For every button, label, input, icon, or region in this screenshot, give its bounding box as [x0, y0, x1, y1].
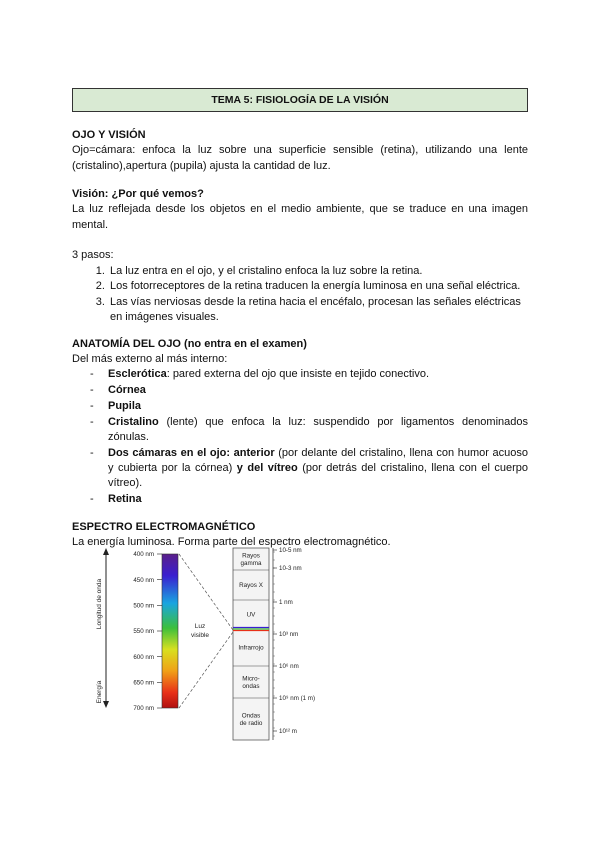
- list-item-retina: - Retina: [90, 492, 528, 507]
- visible-tick-label: 650 nm: [133, 679, 154, 687]
- connector-line-top: [179, 554, 233, 630]
- anatomia-intro: Del más externo al más interno:: [72, 352, 228, 365]
- anatomia-list: [72, 367, 528, 507]
- section-pasos: [72, 248, 528, 326]
- visible-tick-label: 450 nm: [133, 576, 154, 584]
- em-band-label: Micro-: [242, 675, 260, 683]
- axis-arrow-head-bottom: [103, 701, 109, 708]
- steps-label: 3 pasos:: [72, 249, 114, 261]
- em-scale-label: 10³ nm: [279, 631, 299, 639]
- em-band-label: Infrarrojo: [238, 644, 264, 652]
- em-band-label: Ondas: [241, 712, 261, 720]
- list-item-cristalino: - Cristalino (lente) que enfoca la luz: suspendido por ligamentos denominados zónulas.: [90, 415, 528, 445]
- list-item-pupila: - Pupila: [90, 399, 528, 414]
- section-anatomia: [72, 337, 528, 508]
- visible-tick-label: 700 nm: [133, 705, 154, 713]
- paragraph-espectro: La energía luminosa. Forma parte del espectro electromagnético.: [72, 536, 391, 548]
- connector-line-bottom: [179, 632, 233, 708]
- em-scale-label: 10⁶ nm: [279, 663, 299, 671]
- visible-tick-label: 500 nm: [133, 602, 154, 610]
- step-item: 3. Las vías nerviosas desde la retina hacia el encéfalo, procesan las señales eléctricas en imágenes visuales.: [108, 295, 528, 326]
- em-band-label: ondas: [242, 682, 260, 690]
- steps-list: [72, 264, 528, 326]
- axis-label-wavelength: Longitud de onda: [96, 578, 103, 630]
- em-scale: [273, 547, 315, 740]
- visible-spectrum-bar: [162, 554, 178, 708]
- axis-arrow-head-top: [103, 548, 109, 555]
- list-item-camaras: - Dos cámaras en el ojo: anterior (por delante del cristalino, llena con humor acuoso y cubierta por la córnea) y del vítreo (por detrás del cristalino, llena con el cuerpo vítreo).: [90, 446, 528, 491]
- em-scale-label: 10-5 nm: [279, 547, 302, 555]
- section-heading-vision: Visión: ¿Por qué vemos?: [72, 188, 204, 200]
- step-item: 1. La luz entra en el ojo, y el cristalino enfoca la luz sobre la retina.: [108, 264, 528, 280]
- section-ojo: [72, 128, 528, 174]
- list-item-esclerotica: - Esclerótica: pared externa del ojo que insiste en tejido conectivo.: [90, 367, 528, 382]
- visible-ticks: [133, 551, 162, 712]
- em-band-label: Rayos X: [239, 582, 263, 590]
- paragraph-ojo: Ojo=cámara: enfoca la luz sobre una superficie sensible (retina), utilizando una lente (cristalino),apertura (pupila) ajusta la cantidad de luz.: [72, 144, 528, 172]
- em-scale-label: 10-3 nm: [279, 565, 302, 573]
- section-vision: [72, 187, 528, 233]
- list-item-cornea: - Córnea: [90, 383, 528, 398]
- em-band-label: UV: [246, 611, 256, 619]
- spectrum-diagram: [92, 538, 342, 748]
- section-heading-espectro: ESPECTRO ELECTROMAGNÉTICO: [72, 521, 256, 533]
- paragraph-vision: La luz reflejada desde los objetos en el medio ambiente, que se traduce en una imagen mental.: [72, 203, 528, 231]
- section-heading-ojo: OJO Y VISIÓN: [72, 129, 146, 141]
- em-scale-label: 10⁹ nm (1 m): [279, 695, 316, 703]
- em-scale-label: 10¹² m: [279, 728, 297, 736]
- section-heading-anatomia: ANATOMÍA DEL OJO (no entra en el examen): [72, 337, 307, 350]
- step-item: 2. Los fotorreceptores de la retina traducen la energía luminosa en una señal eléctrica.: [108, 279, 528, 295]
- visible-tick-label: 600 nm: [133, 653, 154, 661]
- em-bands: [233, 548, 269, 740]
- document-page: [72, 88, 528, 551]
- visible-tick-label: 550 nm: [133, 628, 154, 636]
- page-title: TEMA 5: FISIOLOGÍA DE LA VISIÓN: [72, 88, 528, 112]
- visible-label-line1: Luz: [194, 623, 206, 630]
- visible-tick-label: 400 nm: [133, 551, 154, 559]
- axis-label-energy: Energía: [96, 680, 103, 704]
- em-band-label: Rayos: [242, 552, 260, 560]
- visible-label-line2: visible: [190, 632, 210, 639]
- em-scale-label: 1 nm: [279, 599, 293, 607]
- em-band-label: de radio: [239, 719, 263, 727]
- em-band-label: gamma: [240, 559, 262, 567]
